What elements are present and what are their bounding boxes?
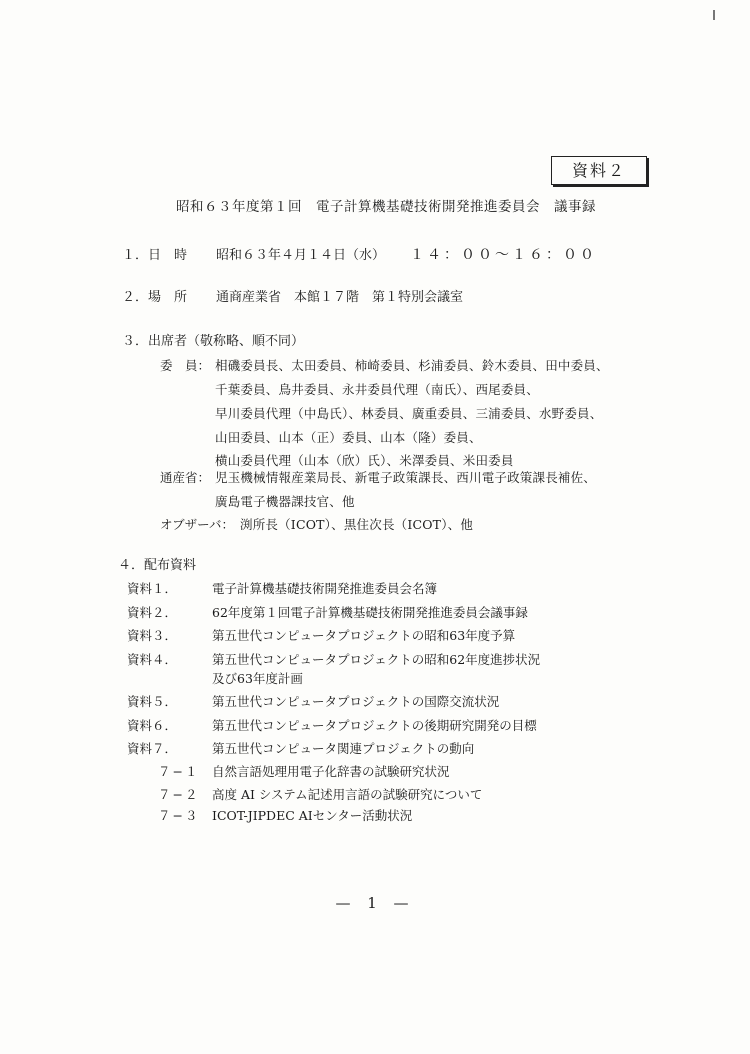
sub-material-label: ７−１ xyxy=(158,764,200,779)
material-title: 第五世代コンピュータプロジェクトの国際交流状況 xyxy=(212,694,500,709)
material-label: 資料４． xyxy=(127,652,178,667)
sub-material-title: ICOT-JIPDEC AIセンター活動状況 xyxy=(212,808,413,823)
material-title-continued: 及び63年度計画 xyxy=(212,671,303,686)
sub-material-title: 自然言語処理用電子化辞書の試験研究状況 xyxy=(212,764,450,779)
sub-material-title: 高度 AI システム記述用言語の試験研究について xyxy=(212,787,483,802)
section-time-value: １４：００〜１６：００ xyxy=(410,247,597,263)
section-datetime-value: 昭和６３年４月１４日（水） xyxy=(216,248,386,263)
material-label: 資料６． xyxy=(127,718,178,733)
material-title: 62年度第１回電子計算機基礎技術開発推進委員会議事録 xyxy=(212,605,528,620)
members-label: 委 員： xyxy=(160,358,211,373)
section-location-value: 通商産業省 本館１７階 第１特別会議室 xyxy=(216,290,464,305)
section-datetime-label: １．日 時 xyxy=(122,248,188,263)
members-line: 山田委員、山本（正）委員、山本（隆）委員、 xyxy=(215,430,482,445)
observer-line: 渕所長（ICOT）、黒住次長（ICOT）、他 xyxy=(240,517,474,532)
members-line: 横山委員代理（山本（欣）氏）、米澤委員、米田委員 xyxy=(215,453,514,468)
material-title: 第五世代コンピュータ関連プロジェクトの動向 xyxy=(212,741,475,756)
page-number: — 1 — xyxy=(335,894,415,912)
material-title: 電子計算機基礎技術開発推進委員会名簿 xyxy=(212,581,438,596)
material-label: 資料３． xyxy=(127,628,178,643)
miti-line: 廣島電子機器課技官、他 xyxy=(215,494,355,509)
observer-label: オブザーバ： xyxy=(160,517,235,532)
miti-line: 児玉機械情報産業局長、新電子政策課長、西川電子政策課長補佐、 xyxy=(215,470,597,485)
materials-heading: ４．配布資料 xyxy=(118,558,197,573)
material-label: 資料１． xyxy=(127,581,178,596)
material-label: 資料５． xyxy=(127,694,178,709)
section-location-label: ２．場 所 xyxy=(122,290,188,305)
material-title: 第五世代コンピュータプロジェクトの後期研究開発の目標 xyxy=(212,718,537,733)
document-badge: 資料２ xyxy=(551,156,647,185)
attendees-heading: ３．出席者（敬称略、順不同） xyxy=(122,334,305,349)
miti-label: 通産省： xyxy=(160,470,211,485)
scan-edge-mark xyxy=(713,10,715,20)
members-line: 千葉委員、鳥井委員、永井委員代理（南氏）、西尾委員、 xyxy=(215,382,539,397)
members-line: 早川委員代理（中島氏）、林委員、廣重委員、三浦委員、水野委員、 xyxy=(215,406,603,421)
sub-material-label: ７−２ xyxy=(158,787,200,802)
sub-material-label: ７−３ xyxy=(158,808,200,823)
material-label: 資料２． xyxy=(127,605,178,620)
material-title: 第五世代コンピュータプロジェクトの昭和62年度進捗状況 xyxy=(212,652,541,667)
members-line: 相磯委員長、太田委員、柿崎委員、杉浦委員、鈴木委員、田中委員、 xyxy=(215,358,609,373)
material-title: 第五世代コンピュータプロジェクトの昭和63年度予算 xyxy=(212,628,516,643)
material-label: 資料７． xyxy=(127,741,178,756)
document-title: 昭和６３年度第１回 電子計算機基礎技術開発推進委員会 議事録 xyxy=(176,199,596,215)
